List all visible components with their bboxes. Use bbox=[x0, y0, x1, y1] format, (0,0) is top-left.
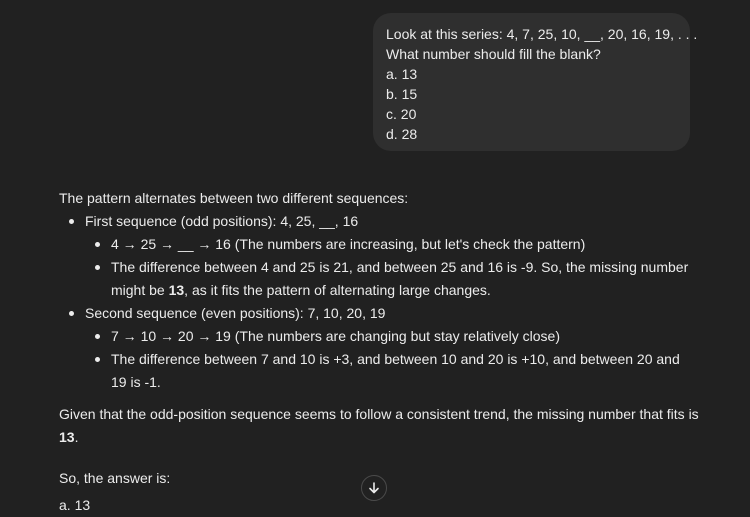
first-sequence-label: First sequence (odd positions): 4, 25, __, 16 bbox=[85, 213, 359, 229]
user-message-line: a. 13 bbox=[386, 66, 418, 82]
second-sequence-details bbox=[85, 325, 699, 394]
first-sequence-bullet-2-bold: 13 bbox=[168, 282, 185, 298]
conclusion-tail: . bbox=[74, 429, 79, 445]
second-sequence-bullet-2: The difference between 7 and 10 is +3, and between 10 and 20 is +10, and between 20 and 19 is -1. bbox=[111, 351, 680, 390]
user-message-bubble bbox=[373, 13, 698, 151]
user-message-line: d. 28 bbox=[386, 126, 418, 142]
second-sequence-label: Second sequence (even positions): 7, 10, 20, 19 bbox=[85, 305, 386, 321]
user-message-line: b. 15 bbox=[386, 86, 418, 102]
sequence-list bbox=[59, 210, 699, 394]
assistant-message bbox=[59, 187, 699, 517]
list-item bbox=[59, 210, 699, 302]
list-item bbox=[85, 348, 699, 394]
user-message-line: Look at this series: 4, 7, 25, 10, __, 20, 16, 19, . . . bbox=[386, 26, 698, 42]
list-item bbox=[59, 302, 699, 394]
list-item bbox=[85, 325, 699, 348]
list-item bbox=[85, 233, 699, 256]
first-sequence-bullet-2-tail: , as it fits the pattern of alternating large changes. bbox=[184, 282, 491, 298]
arrow-down-icon bbox=[367, 481, 381, 495]
first-sequence-details bbox=[85, 233, 699, 302]
answer-lead: So, the answer is: bbox=[59, 470, 171, 486]
list-item bbox=[85, 256, 699, 302]
conclusion bbox=[59, 403, 699, 449]
user-message-line: c. 20 bbox=[386, 106, 417, 122]
final-answer: a. 13 bbox=[59, 497, 91, 513]
first-sequence-bullet-2-text: The difference between 4 and 25 is 21, and between 25 and 16 is -9. So, the missing number might be bbox=[111, 259, 689, 298]
first-sequence-bullet-1: 4 → 25 → __ → 16 (The numbers are increasing, but let's check the pattern) bbox=[111, 236, 586, 252]
assistant-intro: The pattern alternates between two different sequences: bbox=[59, 190, 409, 206]
second-sequence-bullet-1: 7 → 10 → 20 → 19 (The numbers are changing but stay relatively close) bbox=[111, 328, 560, 344]
user-message-line: What number should fill the blank? bbox=[386, 46, 601, 62]
conclusion-text: Given that the odd-position sequence seems to follow a consistent trend, the missing number that fits is bbox=[59, 406, 699, 422]
conclusion-bold: 13 bbox=[59, 429, 75, 445]
scroll-down-button[interactable] bbox=[361, 475, 387, 501]
